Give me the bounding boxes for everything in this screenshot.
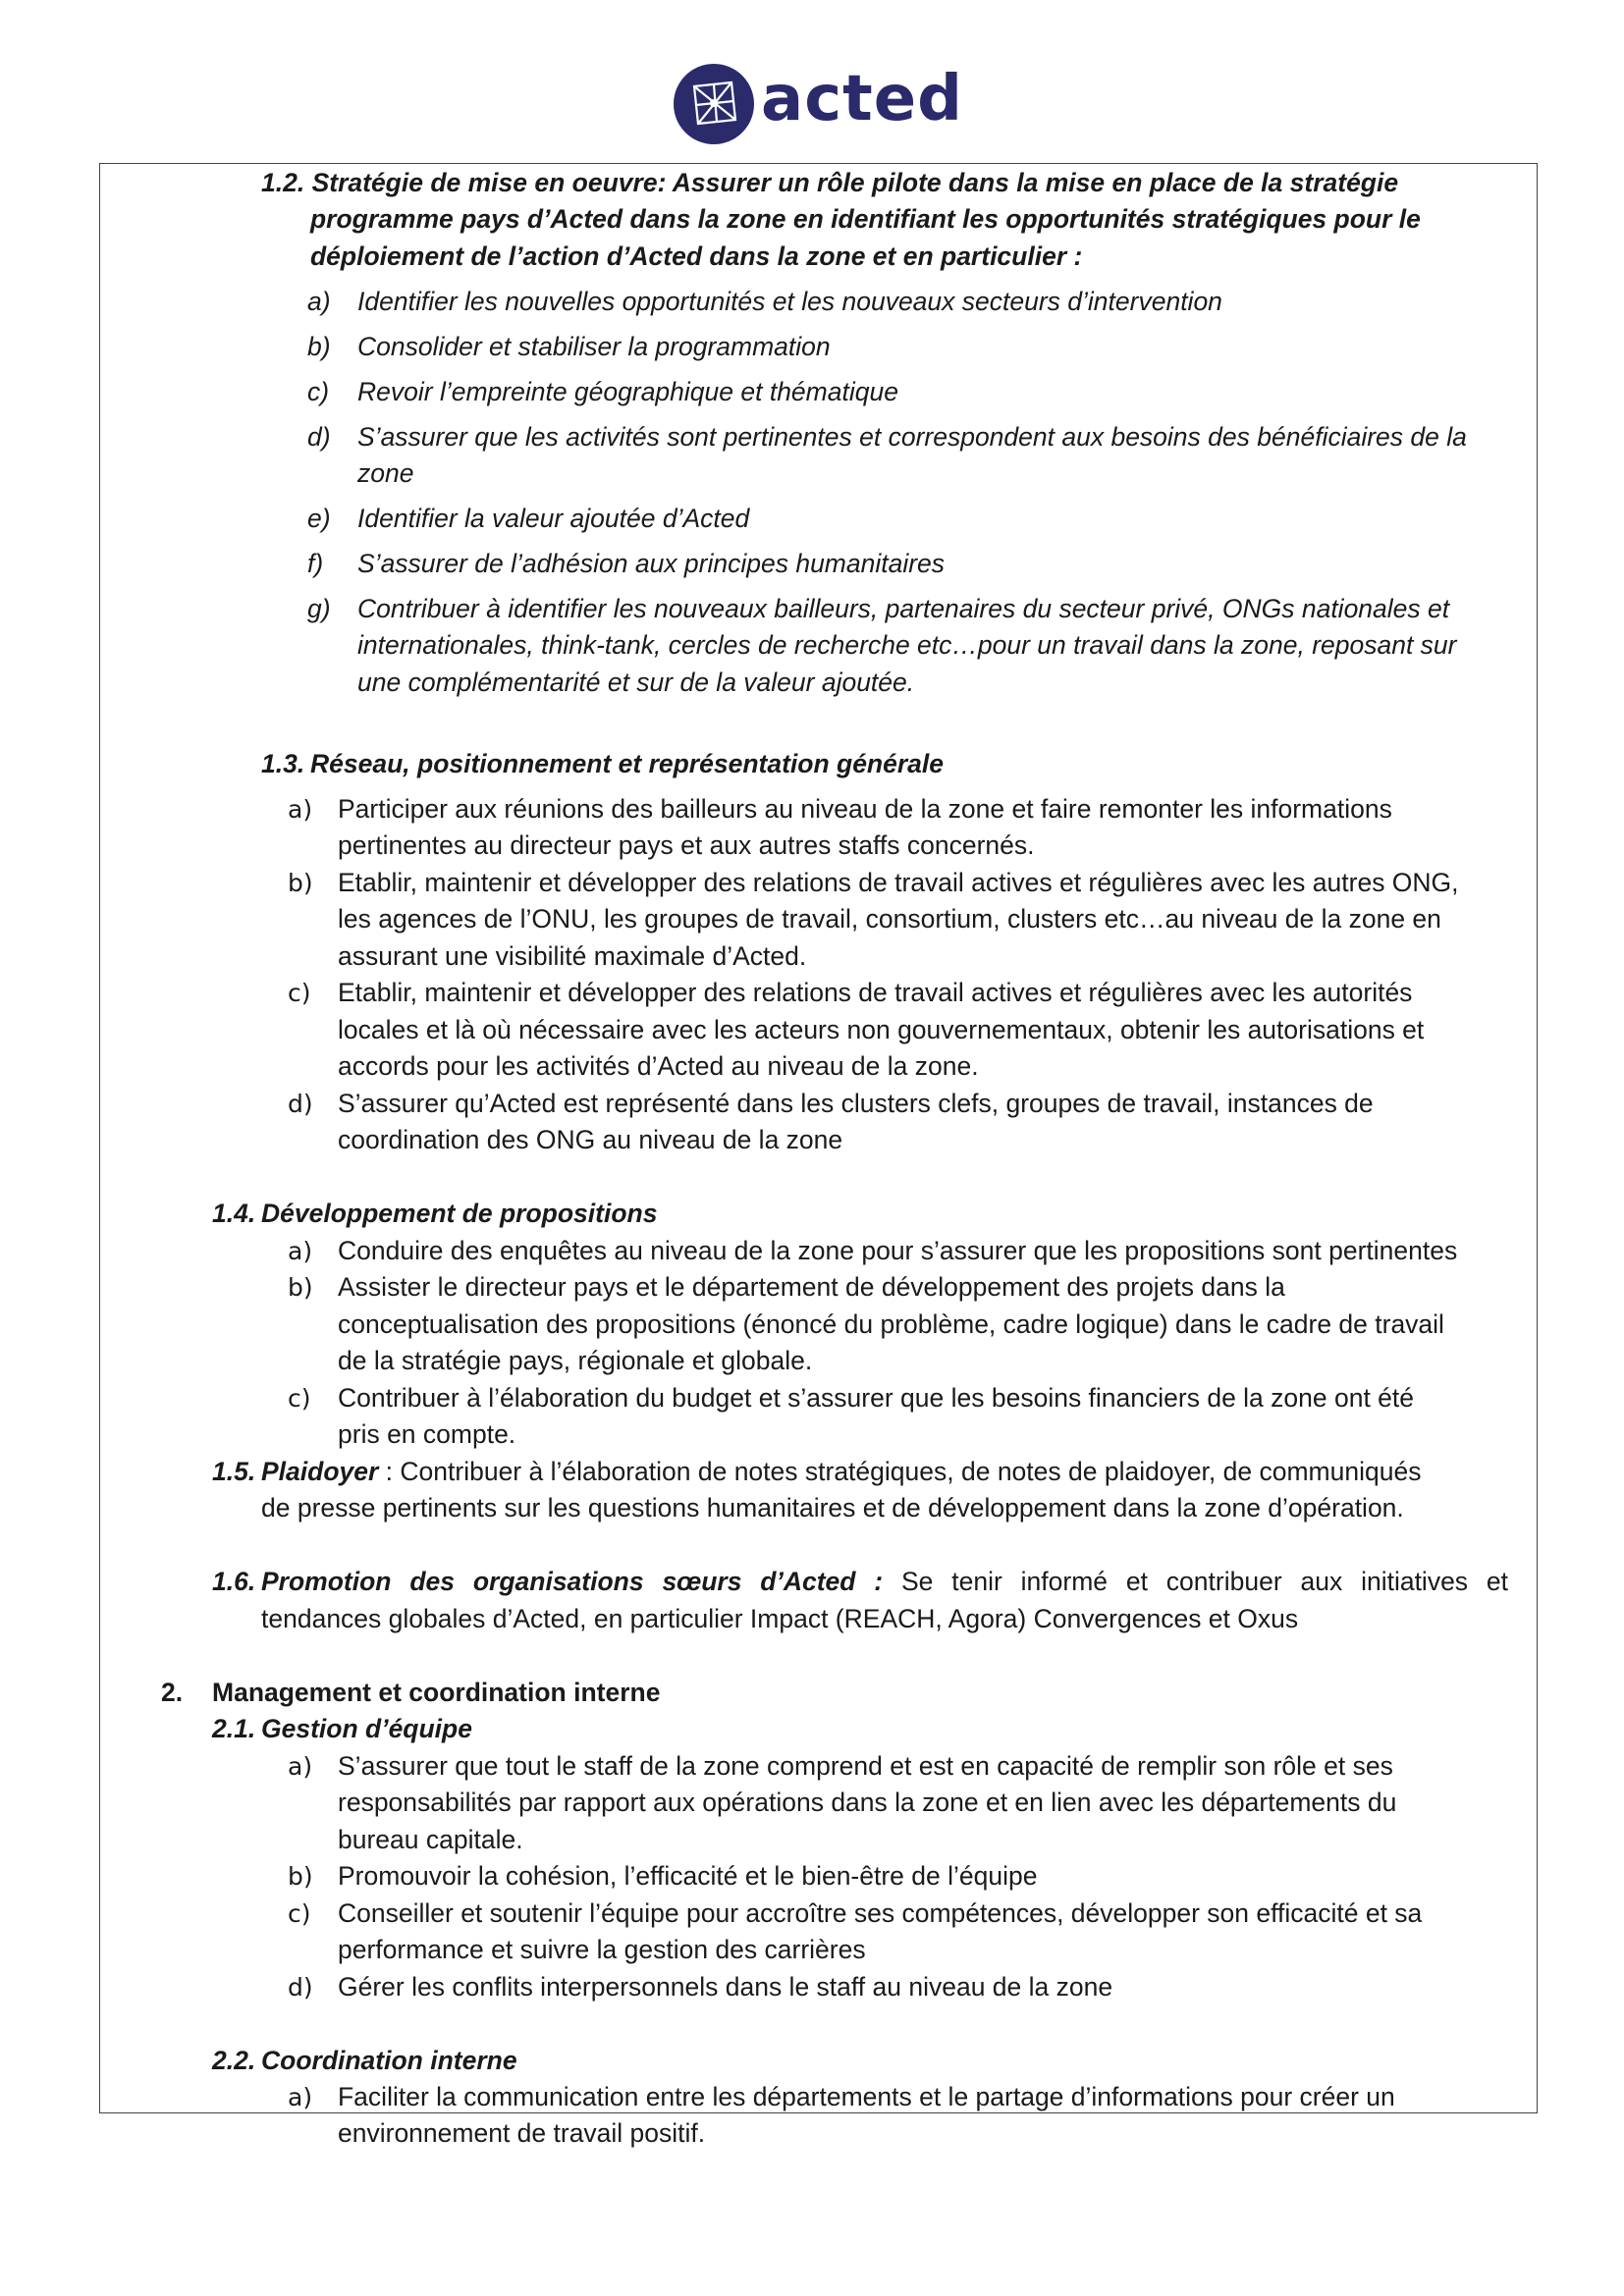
list-item-continuation: conceptualisation des propositions (énoncé du problème, cadre logique) dans le cadre de travail bbox=[338, 1309, 1444, 1339]
list-item: S’assurer qu’Acted est représenté dans les clusters clefs, groupes de travail, instances de bbox=[338, 1089, 1374, 1118]
list-item-continuation: environnement de travail positif. bbox=[338, 2118, 706, 2148]
list-item: Promouvoir la cohésion, l’efficacité et le bien-être de l’équipe bbox=[338, 1861, 1038, 1891]
section-2-title: Management et coordination interne bbox=[212, 1678, 661, 1707]
list-item-continuation: coordination des ONG au niveau de la zone bbox=[338, 1125, 843, 1154]
section-1-3-number: 1.3. bbox=[261, 749, 305, 778]
section-1-5-line1 bbox=[261, 1454, 1508, 1491]
list-item: Identifier la valeur ajoutée d’Acted bbox=[357, 504, 750, 533]
list-marker: a) bbox=[288, 795, 313, 824]
list-item: Gérer les conflits interpersonnels dans le staff au niveau de la zone bbox=[338, 1972, 1113, 2002]
list-item-continuation: une complémentarité et sur de la valeur ajoutée. bbox=[357, 667, 915, 697]
list-item: Conduire des enquêtes au niveau de la zone pour s’assurer que les propositions sont pertinentes bbox=[338, 1236, 1458, 1265]
list-item: Faciliter la communication entre les départements et le partage d’informations pour créer un bbox=[338, 2082, 1395, 2111]
section-1-4-title: Développement de propositions bbox=[261, 1199, 658, 1228]
list-item: Etablir, maintenir et développer des relations de travail actives et régulières avec les autres ONG, bbox=[338, 868, 1459, 897]
list-item: Contribuer à l’élaboration du budget et s’assurer que les besoins financiers de la zone ont été bbox=[338, 1383, 1415, 1413]
list-marker: b) bbox=[307, 332, 331, 361]
list-item-continuation: accords pour les activités d’Acted au niveau de la zone. bbox=[338, 1051, 979, 1081]
list-item-continuation: responsabilités par rapport aux opérations dans la zone et en lien avec les départements du bbox=[338, 1788, 1397, 1817]
list-marker: c) bbox=[288, 1899, 311, 1928]
list-marker: d) bbox=[307, 422, 331, 452]
section-1-3-title: Réseau, positionnement et représentation générale bbox=[310, 749, 945, 778]
list-item: Contribuer à identifier les nouveaux bailleurs, partenaires du secteur privé, ONGs nationales et bbox=[357, 594, 1450, 623]
list-marker: d) bbox=[288, 1973, 313, 2002]
acted-logo bbox=[673, 62, 963, 146]
list-item: S’assurer de l’adhésion aux principes humanitaires bbox=[357, 549, 946, 578]
list-marker: g) bbox=[307, 594, 331, 623]
section-1-6-line1 bbox=[261, 1564, 1508, 1601]
list-marker: a) bbox=[288, 1752, 313, 1781]
list-marker: a) bbox=[307, 287, 331, 316]
list-item-continuation: de la stratégie pays, régionale et globale. bbox=[338, 1346, 813, 1375]
section-1-6-line2: tendances globales d’Acted, en particulier Impact (REACH, Agora) Convergences et Oxus bbox=[261, 1604, 1299, 1633]
section-1-5-number: 1.5. bbox=[212, 1457, 256, 1486]
list-item: Conseiller et soutenir l’équipe pour accroître ses compétences, développer son efficacité et sa bbox=[338, 1898, 1423, 1928]
list-marker: a) bbox=[288, 2083, 313, 2111]
section-1-6-title: Promotion des organisations sœurs d’Acted : bbox=[261, 1567, 884, 1596]
list-item: S’assurer que tout le staff de la zone comprend et est en capacité de remplir son rôle et ses bbox=[338, 1751, 1393, 1781]
list-item-continuation: internationales, think-tank, cercles de recherche etc…pour un travail dans la zone, reposant sur bbox=[357, 630, 1457, 660]
section-2-number: 2. bbox=[161, 1678, 184, 1707]
acted-logo-icon bbox=[673, 63, 755, 145]
list-item: Revoir l’empreinte géographique et thématique bbox=[357, 377, 898, 406]
section-2-2-number: 2.2. bbox=[212, 2046, 256, 2075]
section-1-2-title-line2: programme pays d’Acted dans la zone en identifiant les opportunités stratégiques pour le bbox=[310, 204, 1421, 234]
list-marker: a) bbox=[288, 1237, 313, 1265]
list-item: Identifier les nouvelles opportunités et les nouveaux secteurs d’intervention bbox=[357, 287, 1222, 316]
section-2-1-number: 2.1. bbox=[212, 1714, 256, 1743]
section-2-2-title: Coordination interne bbox=[261, 2046, 517, 2075]
list-item: Consolider et stabiliser la programmation bbox=[357, 332, 831, 361]
brand-name: acted bbox=[761, 63, 963, 135]
section-1-2-title: 1.2. Stratégie de mise en oeuvre: Assurer un rôle pilote dans la mise en place de la stratégie bbox=[261, 168, 1399, 197]
list-item-continuation: performance et suivre la gestion des carrières bbox=[338, 1935, 866, 1964]
list-item-continuation: les agences de l’ONU, les groupes de travail, consortium, clusters etc…au niveau de la zone en bbox=[338, 904, 1441, 934]
section-1-4-number: 1.4. bbox=[212, 1199, 256, 1228]
list-marker: b) bbox=[288, 1273, 313, 1302]
list-marker: b) bbox=[288, 1862, 313, 1891]
section-1-5-text: : Contribuer à l’élaboration de notes stratégiques, de notes de plaidoyer, de communiqués bbox=[378, 1457, 1422, 1486]
list-item: Participer aux réunions des bailleurs au niveau de la zone et faire remonter les informations bbox=[338, 794, 1392, 824]
list-marker: e) bbox=[307, 504, 331, 533]
section-1-6-number: 1.6. bbox=[212, 1567, 256, 1596]
list-item-continuation: assurant une visibilité maximale d’Acted. bbox=[338, 941, 807, 971]
section-1-5-title: Plaidoyer bbox=[261, 1457, 379, 1486]
list-item-continuation: pris en compte. bbox=[338, 1419, 516, 1449]
list-marker: c) bbox=[288, 979, 311, 1007]
list-item-continuation: locales et là où nécessaire avec les acteurs non gouvernementaux, obtenir les autorisations et bbox=[338, 1015, 1425, 1044]
list-item: Assister le directeur pays et le département de développement des projets dans la bbox=[338, 1272, 1285, 1302]
list-item-continuation: zone bbox=[357, 458, 414, 488]
section-1-2-title-line3: déploiement de l’action d’Acted dans la zone et en particulier : bbox=[310, 241, 1083, 271]
list-item: Etablir, maintenir et développer des relations de travail actives et régulières avec les autorités bbox=[338, 978, 1413, 1007]
list-marker: b) bbox=[288, 869, 313, 897]
list-item-continuation: bureau capitale. bbox=[338, 1825, 523, 1854]
section-1-6-text: Se tenir informé et contribuer aux initiatives et bbox=[883, 1567, 1509, 1596]
section-1-5-line2: de presse pertinents sur les questions humanitaires et de développement dans la zone d’opération. bbox=[261, 1493, 1404, 1522]
list-marker: f) bbox=[307, 549, 324, 578]
list-item: S’assurer que les activités sont pertinentes et correspondent aux besoins des bénéficiaires de la bbox=[357, 422, 1467, 452]
list-item-continuation: pertinentes au directeur pays et aux autres staffs concernés. bbox=[338, 830, 1035, 860]
section-2-1-title: Gestion d’équipe bbox=[261, 1714, 472, 1743]
list-marker: c) bbox=[307, 377, 330, 406]
list-marker: c) bbox=[288, 1384, 311, 1413]
list-marker: d) bbox=[288, 1090, 313, 1118]
